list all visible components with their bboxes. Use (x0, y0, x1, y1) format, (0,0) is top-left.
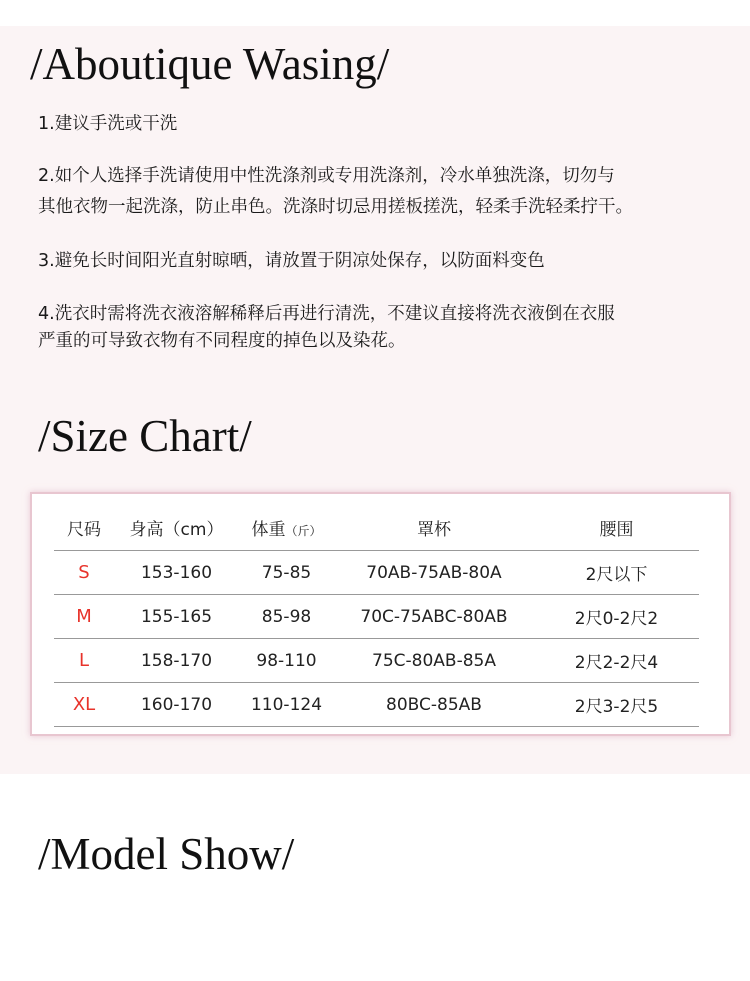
height-range: 158-170 (114, 639, 239, 683)
size-code: M (54, 595, 114, 639)
height-range: 155-165 (114, 595, 239, 639)
header-waist: 腰围 (534, 504, 699, 551)
size-code: S (54, 551, 114, 595)
care-item-4-line-2: 严重的可导致衣物有不同程度的掉色以及染花。 (38, 331, 406, 351)
size-chart-card (30, 492, 731, 736)
care-title: /Aboutique Wasing/ (30, 39, 390, 89)
waist-range: 2尺2-2尺4 (534, 639, 699, 683)
table-row (54, 639, 699, 683)
size-code: XL (54, 683, 114, 727)
table-row (54, 551, 699, 595)
care-item-2-line-1: 2.如个人选择手洗请使用中性洗涤剂或专用洗涤剂，冷水单独洗涤，切勿与 (38, 166, 615, 186)
cup-range: 70C-75ABC-80AB (334, 595, 534, 639)
care-item-3: 3.避免长时间阳光直射晾晒，请放置于阴凉处保存，以防面料变色 (38, 251, 545, 271)
header-weight (239, 504, 334, 551)
table-row (54, 683, 699, 727)
size-code: L (54, 639, 114, 683)
cup-range: 70AB-75AB-80A (334, 551, 534, 595)
care-item-1: 1.建议手洗或干洗 (38, 114, 178, 134)
height-range: 153-160 (114, 551, 239, 595)
header-weight-label: 体重 (251, 519, 286, 540)
table-row (54, 595, 699, 639)
waist-range: 2尺以下 (534, 551, 699, 595)
weight-range: 110-124 (239, 683, 334, 727)
cup-range: 80BC-85AB (334, 683, 534, 727)
waist-range: 2尺3-2尺5 (534, 683, 699, 727)
header-size-code: 尺码 (54, 504, 114, 551)
model-show-title: /Model Show/ (38, 829, 295, 879)
weight-range: 85-98 (239, 595, 334, 639)
size-table (54, 504, 699, 727)
size-table-header-row (54, 504, 699, 551)
care-item-2-line-2: 其他衣物一起洗涤，防止串色。洗涤时切忌用搓板搓洗，轻柔手洗轻柔拧干。 (38, 197, 633, 217)
waist-range: 2尺0-2尺2 (534, 595, 699, 639)
header-height: 身高（cm） (114, 504, 239, 551)
header-weight-unit: （斤） (285, 523, 322, 538)
height-range: 160-170 (114, 683, 239, 727)
weight-range: 75-85 (239, 551, 334, 595)
care-item-4-line-1: 4.洗衣时需将洗衣液溶解稀释后再进行清洗，不建议直接将洗衣液倒在衣服 (38, 304, 615, 324)
weight-range: 98-110 (239, 639, 334, 683)
size-chart-title: /Size Chart/ (38, 411, 252, 461)
header-cup: 罩杯 (334, 504, 534, 551)
cup-range: 75C-80AB-85A (334, 639, 534, 683)
